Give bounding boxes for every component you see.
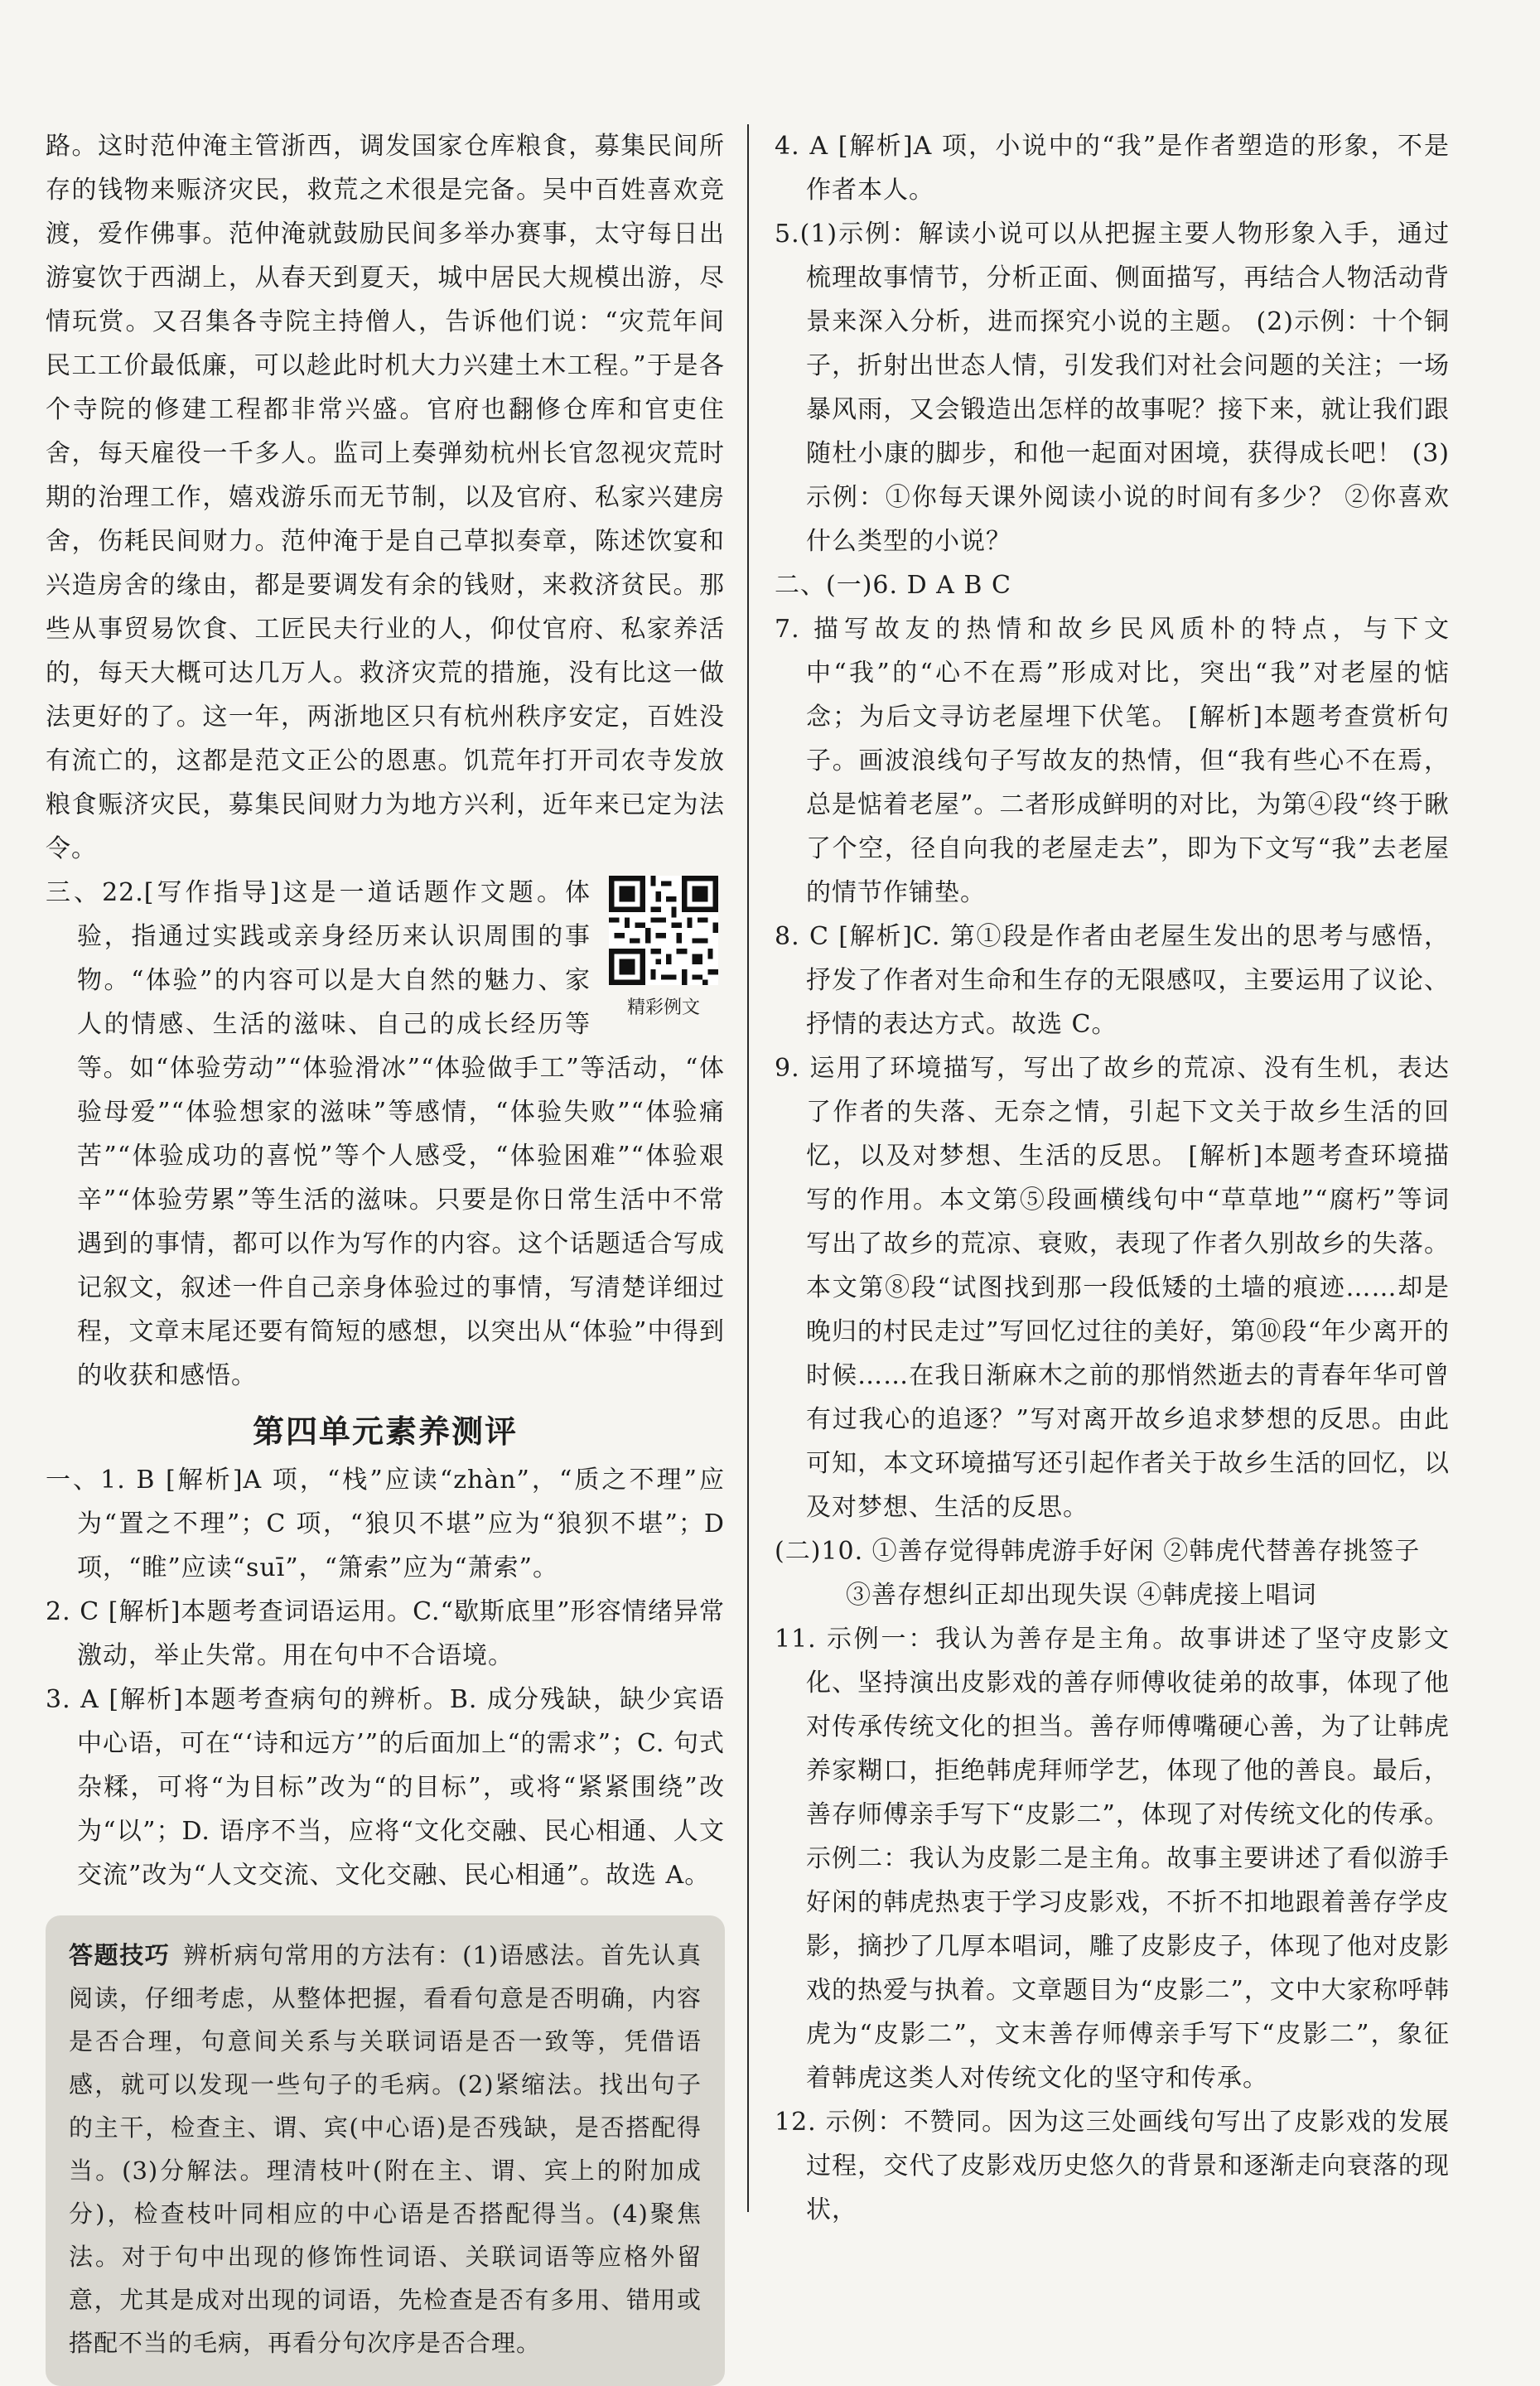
section-title: 第四单元素养测评 [252,1413,518,1450]
question-7: 7. 描写故友的热情和故乡民风质朴的特点，与下文中“我”的“心不在焉”形成对比，突出“我”对老屋的惦念；为后文寻访老屋埋下伏笔。 [解析]本题考查赏析句子。画波浪线句子写故友的热情，但“我有些心不在焉，总是惦着老屋”。二者形成鲜明的对比，为第④段“终于瞅了个空，径自向我的老屋走去”，即为下文写“我”去老屋的情节作铺垫。 [775,615,1450,907]
question-10-line2: ③善存想纠正却出现失误 ④韩虎接上唱词 [846,1581,1317,1610]
question-9: 9. 运用了环境描写，写出了故乡的荒凉、没有生机，表达了作者的失落、无奈之情，引起下文关于故乡生活的回忆，以及对梦想、生活的反思。 [解析]本题考查环境描写的作用。本文第⑤段画横线句中“草草地”“腐朽”等词写出了故乡的荒凉、衰败，表现了作者久别故乡的失落。本文第⑧段“试图找到那一段低矮的土墙的痕迹……却是晚归的村民走过”写回忆过往的美好，第⑩段“年少离开的时候……在我日渐麻木之前的那悄然逝去的青春年华可曾有过我心的追逐？”写对离开故乡追求梦想的反思。由此可知，本文环境描写还引起作者关于故乡生活的回忆，以及对梦想、生活的反思。 [775,1054,1450,1522]
question-1: 一、1. B [解析]A 项，“栈”应读“zhàn”，“质之不理”应为“置之不理”；C 项，“狼贝不堪”应为“狼狈不堪”；D 项，“睢”应读“suī”，“箫索”应为“萧索”。 [46,1466,725,1582]
question-10-line1: (二)10. ①善存觉得韩虎游手好闲 ②韩虎代替善存挑签子 [775,1537,1421,1566]
qr-code-block[interactable] [602,876,725,1019]
question-12: 12. 示例：不赞同。因为这三处画线句写出了皮影戏的发展过程，交代了皮影戏历史悠久的背景和逐渐走向衰落的现状， [775,2108,1450,2224]
left-column [46,124,725,2386]
qr-code-icon[interactable] [609,876,718,985]
qr-label: 精彩例文 [626,997,700,1018]
tips-body: 辨析病句常用的方法有：(1)语感法。首先认真阅读，仔细考虑，从整体把握，看看句意是否明确，内容是否合理，句意间关系与关联词语是否一致等，凭借语感，就可以发现一些句子的毛病。(2)紧缩法。找出句子的主干，检查主、谓、宾(中心语)是否残缺，是否搭配得当。(3)分解法。理清枝叶(附在主、谓、宾上的附加成分)，检查枝叶同相应的中心语是否搭配得当。(4)聚焦法。对于句中出现的修饰性词语、关联词语等应格外留意，尤其是成对出现的词语，先检查是否有多用、错用或搭配不当的毛病，再看分句次序是否合理。 [69,1941,702,2357]
right-column [775,124,1450,2232]
question-11: 11. 示例一：我认为善存是主角。故事讲述了坚守皮影文化、坚持演出皮影戏的善存师傅收徒弟的故事，体现了他对传承传统文化的担当。善存师傅嘴硬心善，为了让韩虎养家糊口，拒绝韩虎拜师学艺，体现了他的善良。最后，善存师傅亲手写下“皮影二”，体现了对传统文化的传承。 示例二：我认为皮影二是主角。故事主要讲述了看似游手好闲的韩虎热衷于学习皮影戏，不折不扣地跟着善存学皮影，摘抄了几厚本唱词，雕了皮影皮子，体现了他对皮影戏的热爱与执着。文章题目为“皮影二”，文中大家称呼韩虎为“皮影二”，文末善存师傅亲手写下“皮影二”，象征着韩虎这类人对传统文化的坚守和传承。 [775,1625,1450,2093]
tips-box [46,1915,725,2386]
question-4: 4. A [解析]A 项，小说中的“我”是作者塑造的形象，不是作者本人。 [775,132,1450,205]
question-22: 三、22.[写作指导]这是一道话题作文题。体验，指通过实践或亲身经历来认识周围的事物。“体验”的内容可以是大自然的魅力、家人的情感、生活的滋味、自己的成长经历等等。如“体验劳动”“体验滑冰”“体验做手工”等活动，“体验母爱”“体验想家的滋味”等感情，“体验失败”“体验痛苦”“体验成功的喜悦”等个人感受，“体验困难”“体验艰辛”“体验劳累”等生活的滋味。只要是你日常生活中不常遇到的事情，都可以作为写作的内容。这个话题适合写成记叙文，叙述一件自己亲身体验过的事情，写清楚详细过程，文章末尾还要有简短的感想，以突出从“体验”中得到的收获和感悟。 [46,878,725,1390]
question-2: 2. C [解析]本题考查词语运用。C.“歇斯底里”形容情绪异常激动，举止失常。用在句中不合语境。 [46,1597,725,1670]
question-8: 8. C [解析]C. 第①段是作者由老屋生发出的思考与感悟，抒发了作者对生命和生存的无限感叹，主要运用了议论、抒情的表达方式。故选 C。 [775,922,1450,1039]
column-divider [747,124,749,2212]
tips-text [69,1934,702,2364]
question-3: 3. A [解析]本题考查病句的辨析。B. 成分残缺，缺少宾语中心语，可在“‘诗和远方’”的后面加上“的需求”；C. 句式杂糅，可将“为目标”改为“的目标”，或将“紧紧围绕”改为“以”；D. 语序不当，应将“文化交融、民心相通、人文交流”改为“人文交流、文化交融、民心相通”。故选 A。 [46,1685,725,1890]
writing-guide-block [46,871,725,1398]
question-6: 二、(一)6. D A B C [775,571,1011,600]
tips-heading: 答题技巧 [69,1941,171,1969]
translation-paragraph: 路。这时范仲淹主管浙西，调发国家仓库粮食，募集民间所存的钱物来赈济灾民，救荒之术很是完备。吴中百姓喜欢竞渡，爱作佛事。范仲淹就鼓励民间多举办赛事，太守每日出游宴饮于西湖上，从春天到夏天，城中居民大规模出游，尽情玩赏。又召集各寺院主持僧人，告诉他们说：“灾荒年间民工工价最低廉，可以趁此时机大力兴建土木工程。”于是各个寺院的修建工程都非常兴盛。官府也翻修仓库和官吏住舍，每天雇役一千多人。监司上奏弹劾杭州长官忽视灾荒时期的治理工作，嬉戏游乐而无节制，以及官府、私家兴建房舍，伤耗民间财力。范仲淹于是自己草拟奏章，陈述饮宴和兴造房舍的缘由，都是要调发有余的钱财，来救济贫民。那些从事贸易饮食、工匠民夫行业的人，仰仗官府、私家养活的，每天大概可达几万人。救济灾荒的措施，没有比这一做法更好的了。这一年，两浙地区只有杭州秩序安定，百姓没有流亡的，这都是范文正公的恩惠。饥荒年打开司农寺发放粮食赈济灾民，募集民间财力为地方兴利，近年来已定为法令。 [46,132,725,863]
question-5: 5.(1)示例：解读小说可以从把握主要人物形象入手，通过梳理故事情节，分析正面、侧面描写，再结合人物活动背景来深入分析，进而探究小说的主题。 (2)示例：十个铜子，折射出世态人情，引发我们对社会问题的关注；一场暴风雨，又会锻造出怎样的故事呢？接下来，就让我们跟随杜小康的脚步，和他一起面对困境，获得成长吧！ (3)示例：①你每天课外阅读小说的时间有多少？ ②你喜欢什么类型的小说？ [775,220,1450,556]
